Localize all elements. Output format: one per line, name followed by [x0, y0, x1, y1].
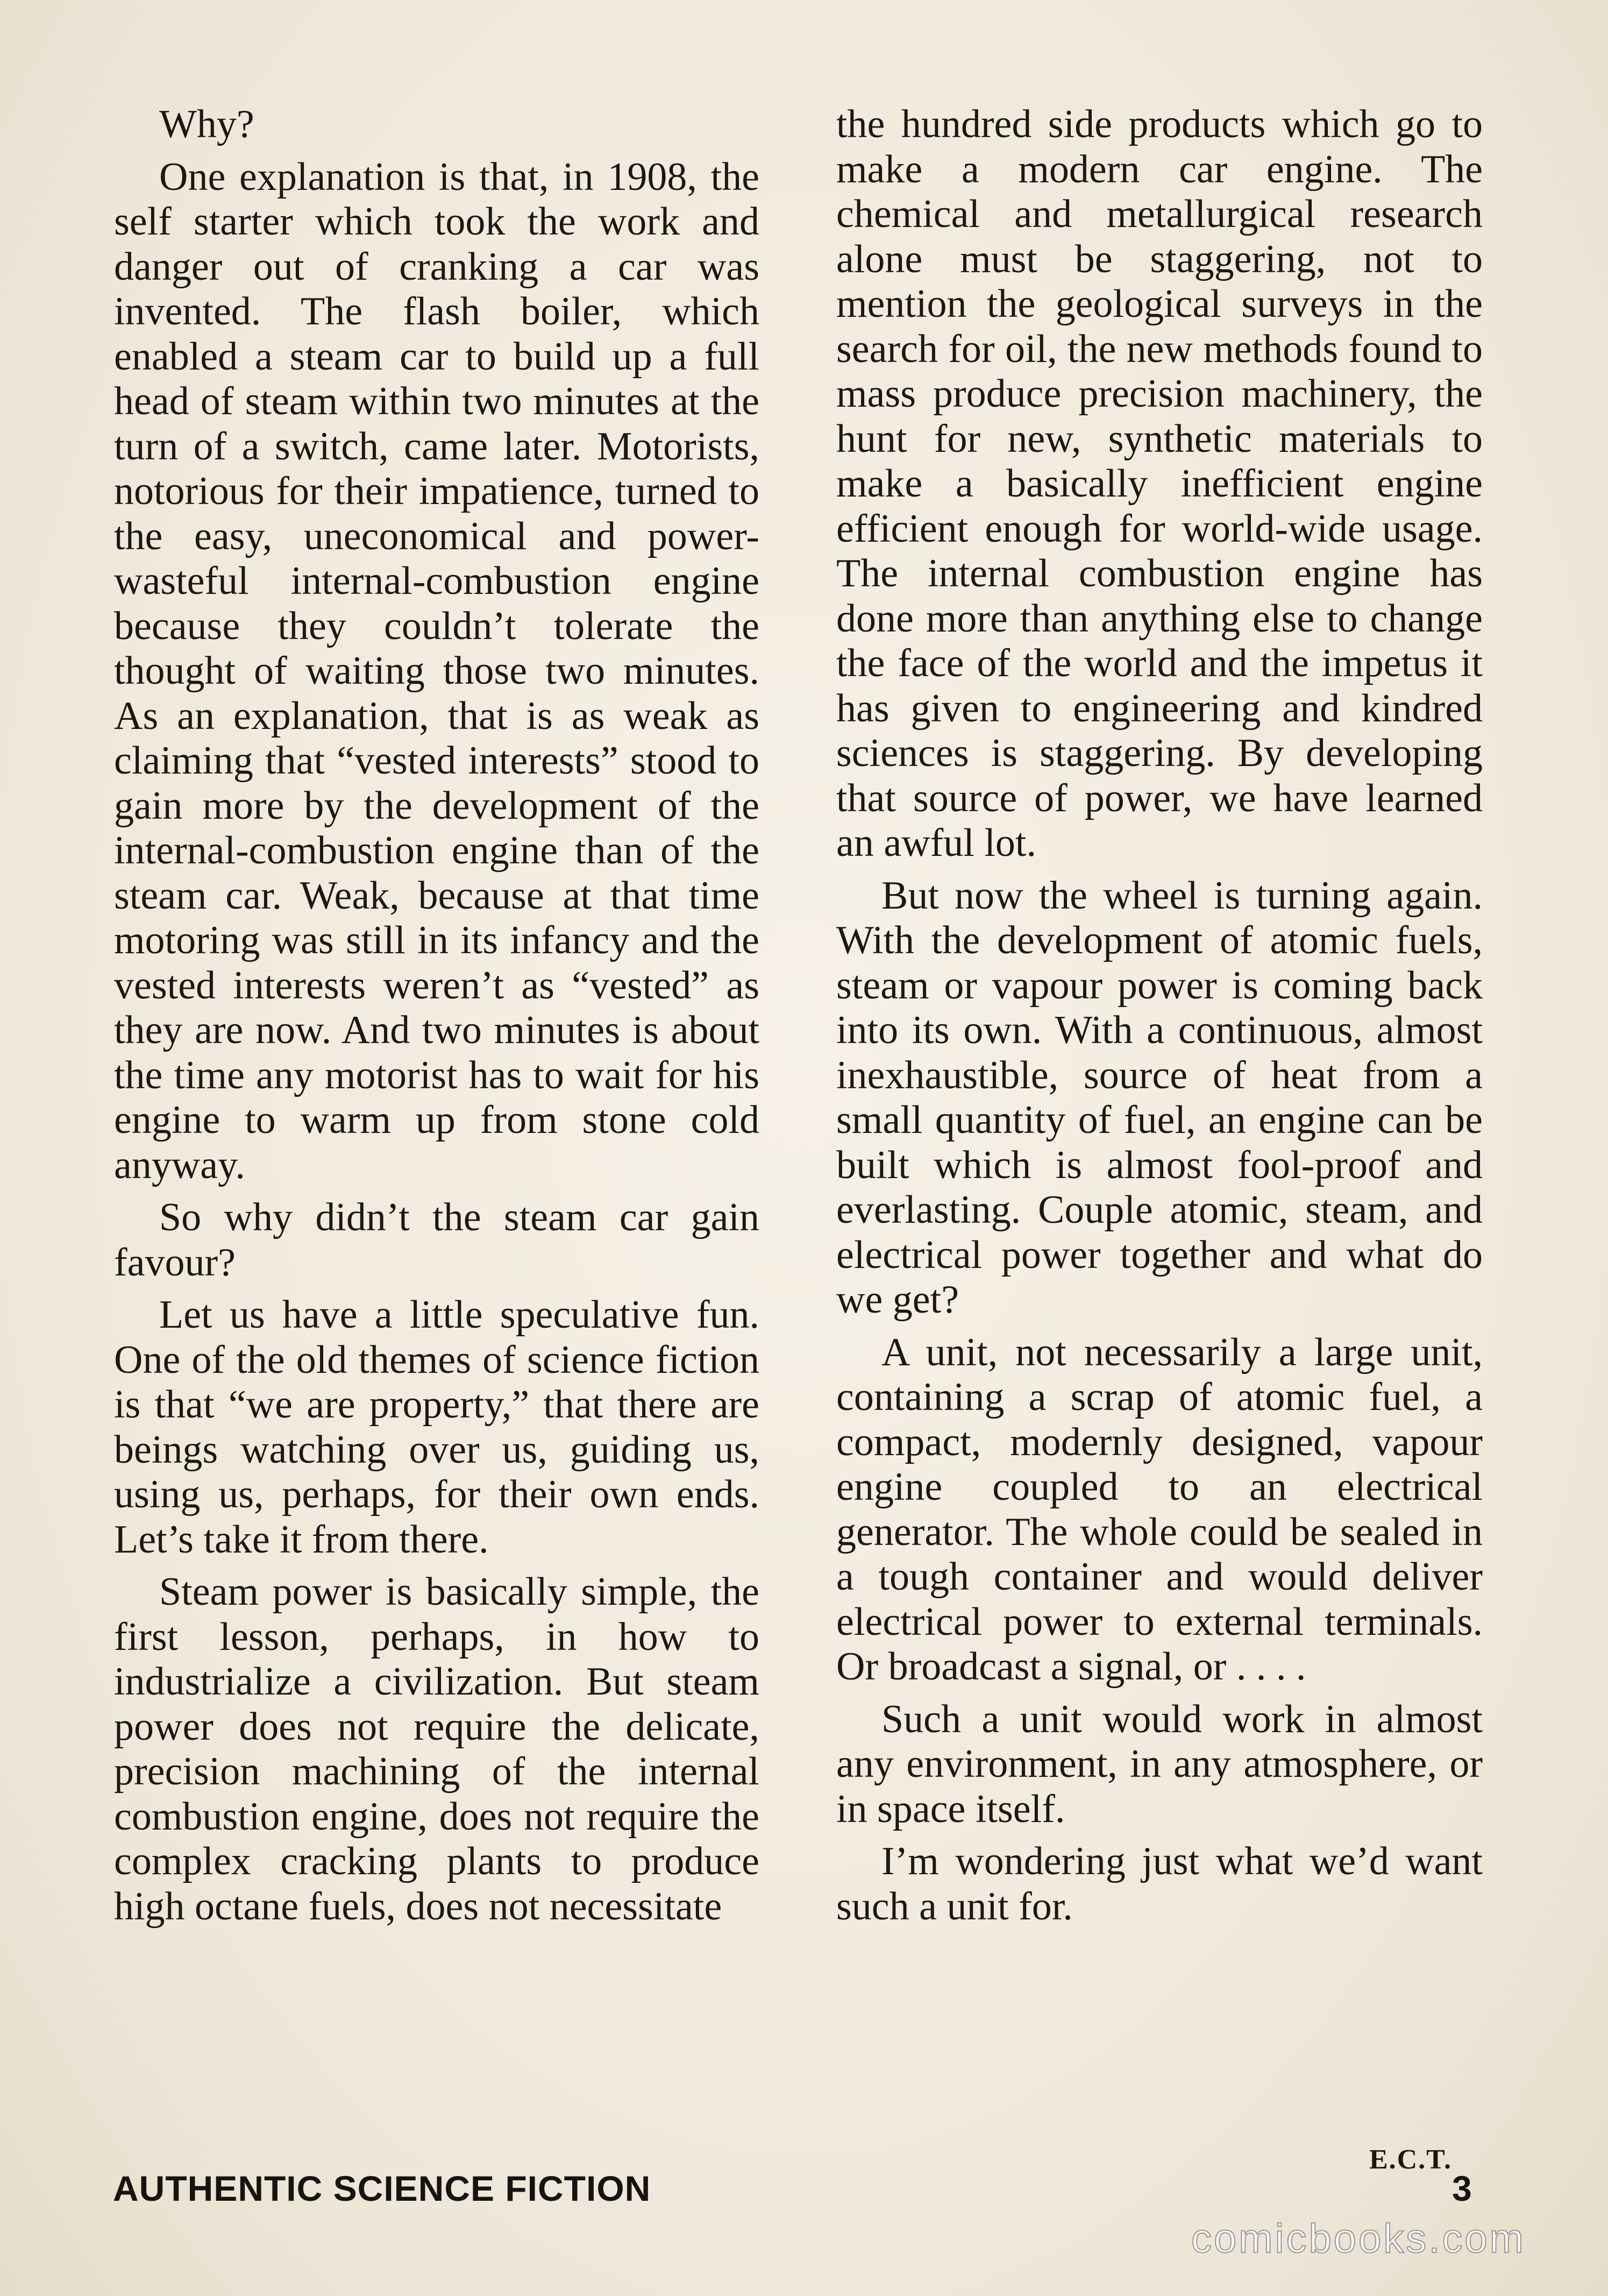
- paragraph: One explanation is that, in 1908, the self starter which took the work and danger out of cranking a car was invented. The flash boiler, which enabled a steam car to build up a full head of steam within two minutes at the turn of a switch, came later. Motorists, notorious for their impatience, turned to the easy, uneconomical and power-wasteful internal-combustion engine because they couldn’t tolerate the thought of waiting those two minutes. As an explanation, that is as weak as claiming that “vested interests” stood to gain more by the development of the internal-combustion engine than of the steam car. Weak, because at that time motoring was still in its infancy and the vested interests weren’t as “vested” as they are now. And two minutes is about the time any motorist has to wait for his engine to warm up from stone cold anyway.: [114, 154, 759, 1187]
- paragraph: Such a unit would work in almost any environment, in any atmosphere, or in space itself.: [836, 1697, 1483, 1831]
- author-signature: E.C.T.: [1369, 2144, 1452, 2175]
- paragraph: the hundred side products which go to make a modern car engine. The chemical and metallurgical research alone must be staggering, not to mention the geological surveys in the search for oil, the new methods found to mass produce precision machinery, the hunt for new, synthetic materials to make a basically inefficient engine efficient enough for world-wide usage. The internal combustion engine has done more than anything else to change the face of the world and the impetus it has given to engineering and kindred sciences is staggering. By developing that source of power, we have learned an awful lot.: [836, 102, 1483, 865]
- paragraph: But now the wheel is turning again. With the development of atomic fuels, steam or vapour power is coming back into its own. With a continuous, almost inexhaustible, source of heat from a small quantity of fuel, an engine can be built which is almost fool-proof and everlasting. Couple atomic, steam, and electrical power together and what do we get?: [836, 873, 1483, 1322]
- paragraph: Steam power is basically simple, the first lesson, perhaps, in how to industrialize a civilization. But steam power does not require the delicate, precision machining of the internal combustion engine, does not require the complex cracking plants to produce high octane fuels, does not necessitate: [114, 1570, 759, 1929]
- watermark-text: comicbooks.com: [1191, 2216, 1526, 2262]
- left-column: [114, 102, 759, 1937]
- right-column: [836, 102, 1483, 1937]
- footer-magazine-title: AUTHENTIC SCIENCE FICTION: [113, 2169, 651, 2208]
- paragraph: So why didn’t the steam car gain favour?: [114, 1195, 759, 1285]
- page-number: 3: [1452, 2169, 1472, 2208]
- paragraph: Let us have a little speculative fun. One of the old themes of science fiction is that “we are property,” that there are beings watching over us, guiding us, using us, perhaps, for their own ends. Let’s take it from there.: [114, 1293, 759, 1562]
- paragraph: I’m wondering just what we’d want such a unit for.: [836, 1839, 1483, 1929]
- paragraph: Why?: [159, 102, 254, 146]
- paragraph: A unit, not necessarily a large unit, containing a scrap of atomic fuel, a compact, modernly designed, vapour engine coupled to an electrical generator. The whole could be sealed in a tough container and would deliver electrical power to external terminals. Or broadcast a signal, or . . . .: [836, 1330, 1483, 1689]
